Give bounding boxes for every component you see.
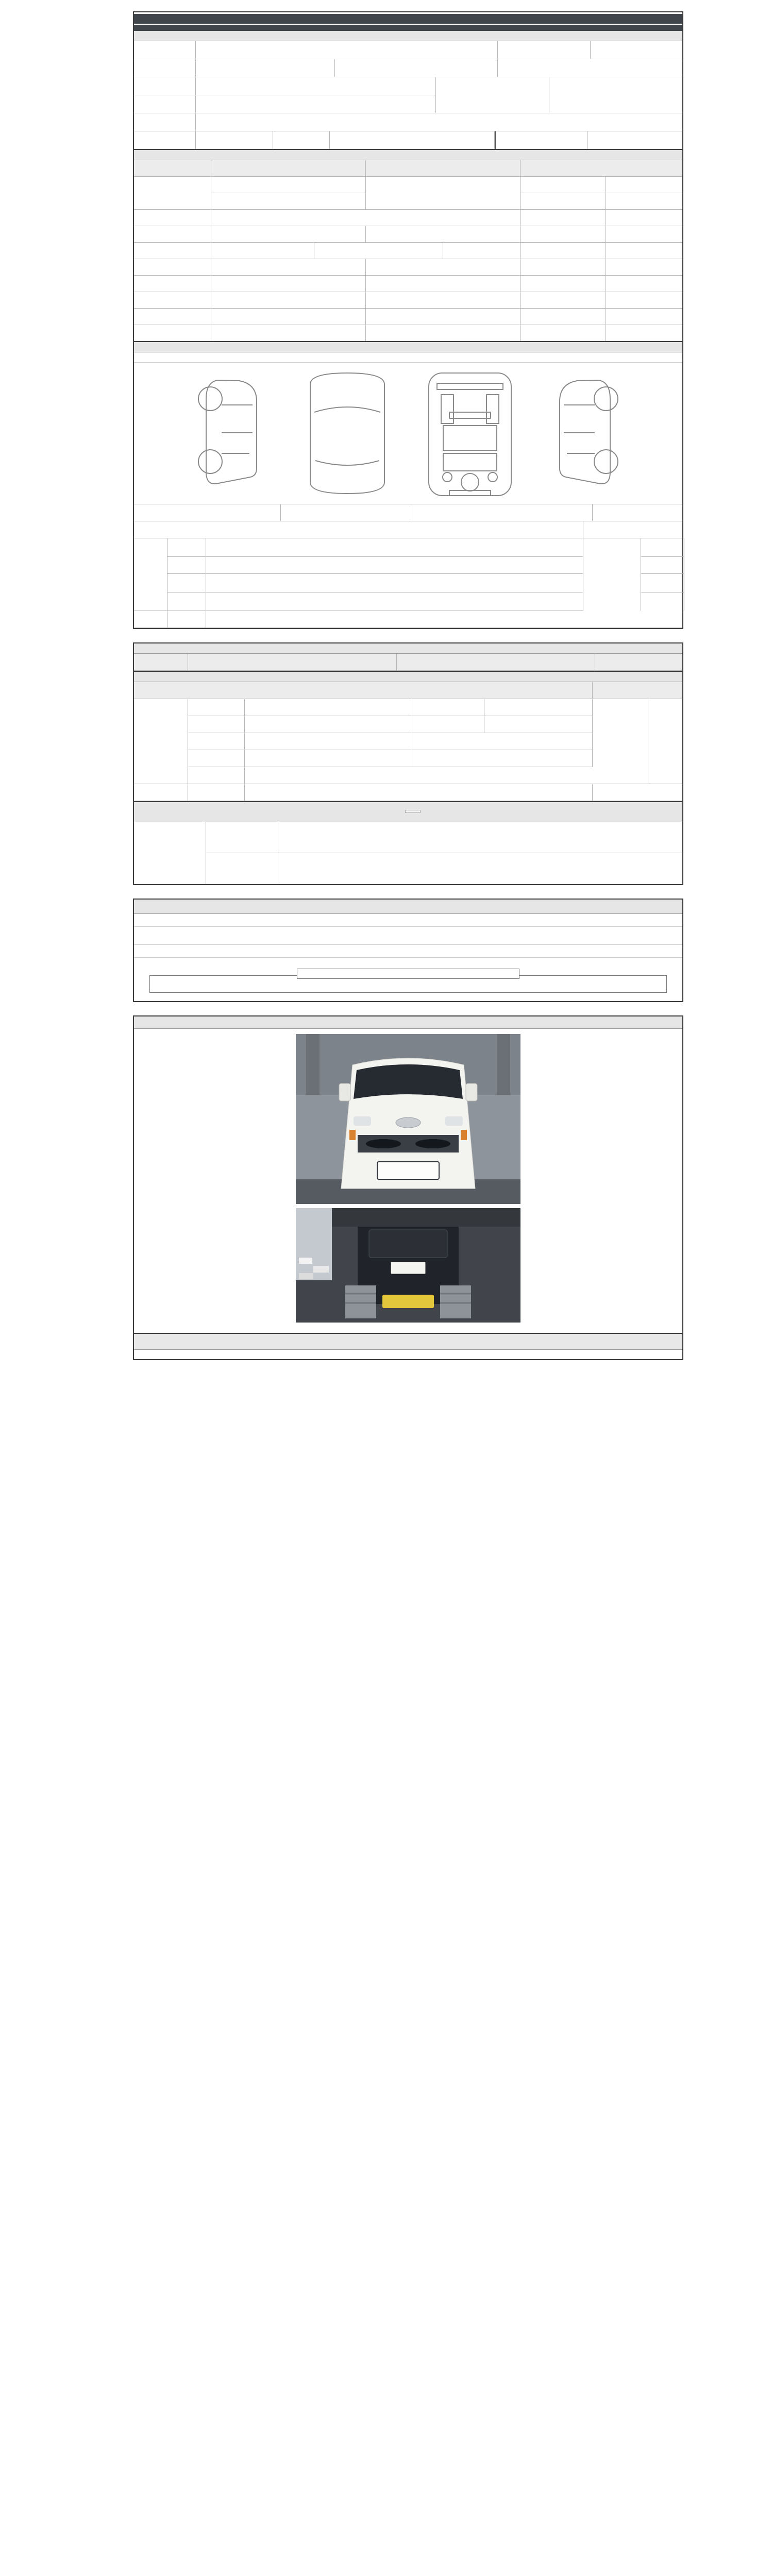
section-basic-header: [134, 31, 682, 41]
section-detail-header: [134, 643, 682, 654]
tire-options: [245, 750, 412, 767]
column-header: [134, 682, 593, 699]
column-header: [520, 160, 682, 176]
vin-state-options: [211, 210, 520, 226]
column-header: [366, 160, 520, 176]
special-history-options: [211, 259, 366, 275]
polish-options: [245, 716, 412, 733]
item-label: [188, 716, 245, 733]
column-header: [595, 654, 682, 670]
row-label: [134, 325, 211, 341]
field-label: [134, 95, 196, 113]
note-cell: [606, 309, 682, 325]
accident-history-label: [134, 504, 281, 521]
field-label: [134, 131, 196, 149]
price-note-header: [583, 521, 682, 538]
item-label: [188, 750, 245, 767]
inspection-period-value: [498, 59, 679, 77]
repaint-options: [366, 292, 520, 308]
section-accident-header: [134, 341, 682, 352]
current-mileage: [366, 177, 520, 209]
field-label: [134, 113, 196, 131]
plate-number-value: [591, 41, 681, 59]
price-cell: [520, 210, 606, 226]
note-cell: [641, 556, 684, 573]
row-label: [134, 292, 211, 308]
emission-options: [211, 226, 366, 242]
field-label: [134, 41, 196, 59]
price-cell: [520, 177, 606, 193]
rank2-options: [206, 556, 583, 573]
document-number: [134, 24, 682, 31]
rank-label: [167, 573, 206, 592]
note-cell: [593, 784, 682, 801]
page-marker-3: [133, 885, 683, 899]
exchange-header: [134, 521, 583, 538]
base-note: [134, 357, 682, 363]
roomcleaning-options: [484, 716, 593, 733]
price-cell: [520, 325, 606, 341]
row-label: [134, 226, 211, 242]
base-price-value: [587, 131, 682, 149]
notice-sub2: [134, 944, 682, 958]
field-label: [436, 77, 549, 113]
notice-list-3: [134, 958, 682, 968]
sheet-1: [133, 11, 683, 629]
appraiser-opinion: [278, 853, 682, 884]
section-notice-header: [134, 900, 682, 914]
first-registration-value: [196, 77, 436, 95]
opinion-group-label: [134, 822, 206, 884]
repair-group-label: [134, 699, 188, 784]
row-label: [134, 276, 211, 292]
car-diagram: [140, 365, 676, 503]
column-header: [211, 160, 366, 176]
appraiser-label: [206, 853, 278, 884]
inspection-photos: [134, 1029, 682, 1333]
wheel-position-options: [412, 733, 593, 750]
price-cell: [583, 538, 641, 611]
inspector-label: [206, 822, 278, 853]
note-cell: [606, 243, 682, 259]
panel-group-label: [134, 538, 167, 611]
note-cell: [606, 276, 682, 292]
column-header: [188, 654, 397, 670]
inspector-opinion: [278, 822, 682, 853]
rankB-options: [206, 592, 583, 611]
rank-label: [167, 556, 206, 573]
note-cell: [606, 325, 682, 341]
section-comprehensive-header: [134, 149, 682, 160]
recall-options: [211, 325, 366, 341]
row-label: [134, 243, 211, 259]
document: [133, 11, 683, 1360]
transmission-options: [549, 77, 682, 113]
rank-label: [134, 611, 167, 628]
section-title: [134, 1021, 682, 1025]
note-cell: [641, 592, 684, 611]
notice-sub1: [134, 914, 682, 927]
usage-change-type-options: [366, 276, 520, 292]
column-header: [593, 682, 682, 699]
price-cell: [520, 309, 606, 325]
rank-label: [167, 592, 206, 611]
column-header: [397, 654, 595, 670]
row-label: [134, 210, 211, 226]
model-year-value: [196, 59, 335, 77]
photo-front-view: [296, 1034, 520, 1204]
section-title: [134, 904, 682, 910]
item-label: [188, 767, 245, 784]
mileage-state-options: [211, 177, 366, 193]
item-label: [412, 716, 484, 733]
field-label: [335, 59, 498, 77]
basic-items-options: [245, 784, 593, 801]
mileage-amount-options: [211, 193, 366, 209]
row-label: [134, 309, 211, 325]
wheel-options: [245, 733, 412, 750]
rankA-options: [206, 573, 583, 592]
pricing-info-box: [149, 975, 667, 993]
emission-values: [366, 226, 520, 242]
final-price-band: [134, 801, 682, 822]
rankC-options: [167, 611, 206, 628]
tuning-options: [211, 243, 314, 259]
signature-band: [134, 1333, 682, 1349]
photo-rear-view: [296, 1208, 520, 1323]
sheet-2: [133, 642, 683, 885]
usage-change-options: [211, 276, 366, 292]
price-cell: [520, 226, 606, 242]
item-label: [188, 784, 245, 801]
page-marker-4: [133, 1002, 683, 1015]
item-label: [412, 699, 484, 716]
status-code-note: [134, 352, 682, 357]
price-cell: [593, 699, 648, 784]
vin-value: [196, 95, 436, 113]
rank1-options: [206, 538, 583, 556]
note-cell: [641, 573, 684, 592]
exterior-options: [245, 699, 412, 716]
row-label: [134, 177, 211, 209]
option-type-options: [366, 309, 520, 325]
field-label: [134, 59, 196, 77]
section-other-header: [134, 671, 682, 682]
price-cell: [520, 259, 606, 275]
glass-options: [245, 767, 593, 784]
page-marker-2: [133, 629, 683, 642]
simple-repair-label: [412, 504, 593, 521]
section-photo-header: [134, 1016, 682, 1029]
simple-repair-options: [593, 504, 682, 521]
row-label: [134, 259, 211, 275]
car-name-value: [196, 41, 498, 59]
field-label: [498, 41, 591, 59]
notice-list-1: [134, 927, 682, 937]
final-price-value: [405, 810, 421, 813]
pricing-box-title: [297, 969, 519, 979]
engine-type-value: [196, 131, 273, 149]
price-cell: [520, 292, 606, 308]
price-cell: [520, 276, 606, 292]
tire-position-options: [412, 750, 593, 767]
tuning-type-options: [443, 243, 520, 259]
comprehensive-table: [134, 160, 682, 341]
rank-label: [167, 538, 206, 556]
color-options: [211, 292, 366, 308]
basic-items-group-label: [134, 784, 188, 801]
option-exist-options: [211, 309, 366, 325]
legal-confirmation: [134, 1349, 682, 1359]
notice-list-2: [134, 937, 682, 944]
title-band: [134, 14, 682, 31]
note-cell: [606, 226, 682, 242]
tuning-legal-options: [314, 243, 443, 259]
price-cell: [520, 193, 606, 209]
field-label: [273, 131, 330, 149]
fuel-options: [196, 113, 682, 131]
note-cell: [606, 177, 682, 193]
item-label: [188, 699, 245, 716]
note-cell: [606, 292, 682, 308]
column-header: [134, 654, 188, 670]
note-cell: [606, 259, 682, 275]
note-cell: [206, 611, 583, 628]
column-header: [134, 160, 211, 176]
field-label: [134, 77, 196, 95]
price-cell: [520, 243, 606, 259]
accident-history-options: [281, 504, 412, 521]
basic-table: [134, 41, 682, 149]
note-cell: [606, 210, 682, 226]
sheet-4: [133, 1015, 683, 1360]
item-label: [188, 733, 245, 750]
interior-options: [484, 699, 593, 716]
sheet-3: [133, 899, 683, 1002]
base-price-label: [495, 131, 587, 149]
note-cell: [648, 699, 682, 784]
warranty-options: [330, 131, 495, 149]
note-cell: [606, 193, 682, 209]
special-history-type-options: [366, 259, 520, 275]
recall-done-options: [366, 325, 520, 341]
note-cell: [641, 538, 684, 556]
